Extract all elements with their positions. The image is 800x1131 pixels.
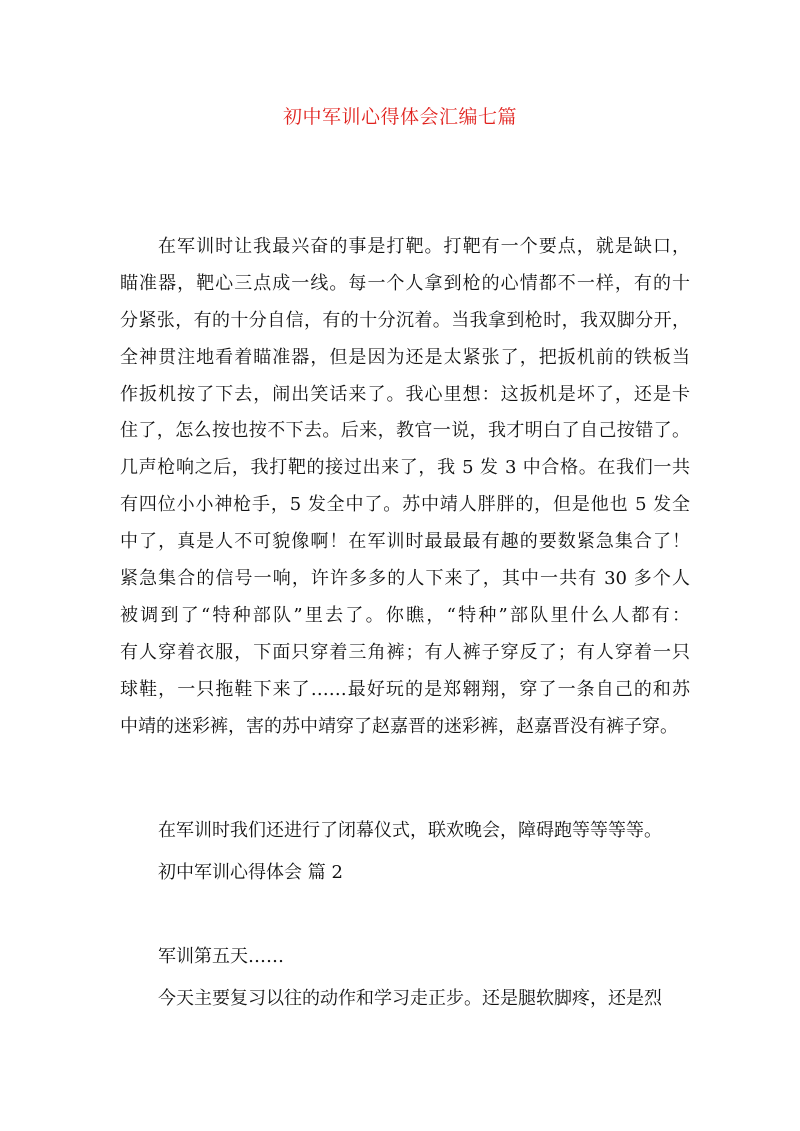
paragraph-1-line: 作扳机按了下去，闹出笑话来了。我心里想：这扳机是坏了，还是卡 (120, 383, 690, 405)
paragraph-1-line: 几声枪响之后，我打靶的接过出来了，我 5 发 3 中合格。在我们一共 (120, 457, 690, 479)
paragraph-1-line: 在军训时让我最兴奋的事是打靶。打靶有一个要点，就是缺口， (158, 236, 690, 257)
paragraph-1-line: 中了，真是人不可貌像啊！在军训时最最最有趣的要数紧急集合了！ (120, 531, 690, 553)
paragraph-1-line: 有人穿着衣服，下面只穿着三角裤；有人裤子穿反了；有人穿着一只 (120, 641, 690, 663)
section-2-heading: 初中军训心得体会 篇 2 (158, 862, 343, 883)
paragraph-1-line: 被调到了“特种部队”里去了。你瞧，“特种”部队里什么人都有： (120, 604, 690, 626)
paragraph-1-line: 瞄准器，靶心三点成一线。每一个人拿到枪的心情都不一样，有的十 (120, 272, 690, 294)
paragraph-1-line: 紧急集合的信号一响，许许多多的人下来了，其中一共有 30 多个人 (120, 568, 690, 590)
paragraph-1-line: 球鞋，一只拖鞋下来了……最好玩的是郑翱翔，穿了一条自己的和苏 (120, 678, 690, 700)
paragraph-1-line: 分紧张，有的十分自信，有的十分沉着。当我拿到枪时，我双脚分开， (120, 309, 690, 331)
document-title: 初中军训心得体会汇编七篇 (282, 106, 517, 128)
paragraph-1-line: 中靖的迷彩裤，害的苏中靖穿了赵嘉晋的迷彩裤，赵嘉晋没有裤子穿。 (120, 715, 678, 737)
paragraph-4: 今天主要复习以往的动作和学习走正步。还是腿软脚疼，还是烈 (158, 988, 662, 1009)
paragraph-1-line: 有四位小小神枪手，5 发全中了。苏中靖人胖胖的，但是他也 5 发全 (120, 494, 690, 516)
paragraph-1-line: 全神贯注地看着瞄准器，但是因为还是太紧张了，把扳机前的铁板当 (120, 346, 690, 368)
paragraph-1-line: 住了，怎么按也按不下去。后来，教官一说，我才明白了自己按错了。 (120, 420, 690, 442)
paragraph-2: 在军训时我们还进行了闭幕仪式，联欢晚会，障碍跑等等等等。 (158, 820, 662, 841)
paragraph-1 (120, 229, 690, 745)
paragraph-3: 军训第五天…… (158, 946, 284, 967)
